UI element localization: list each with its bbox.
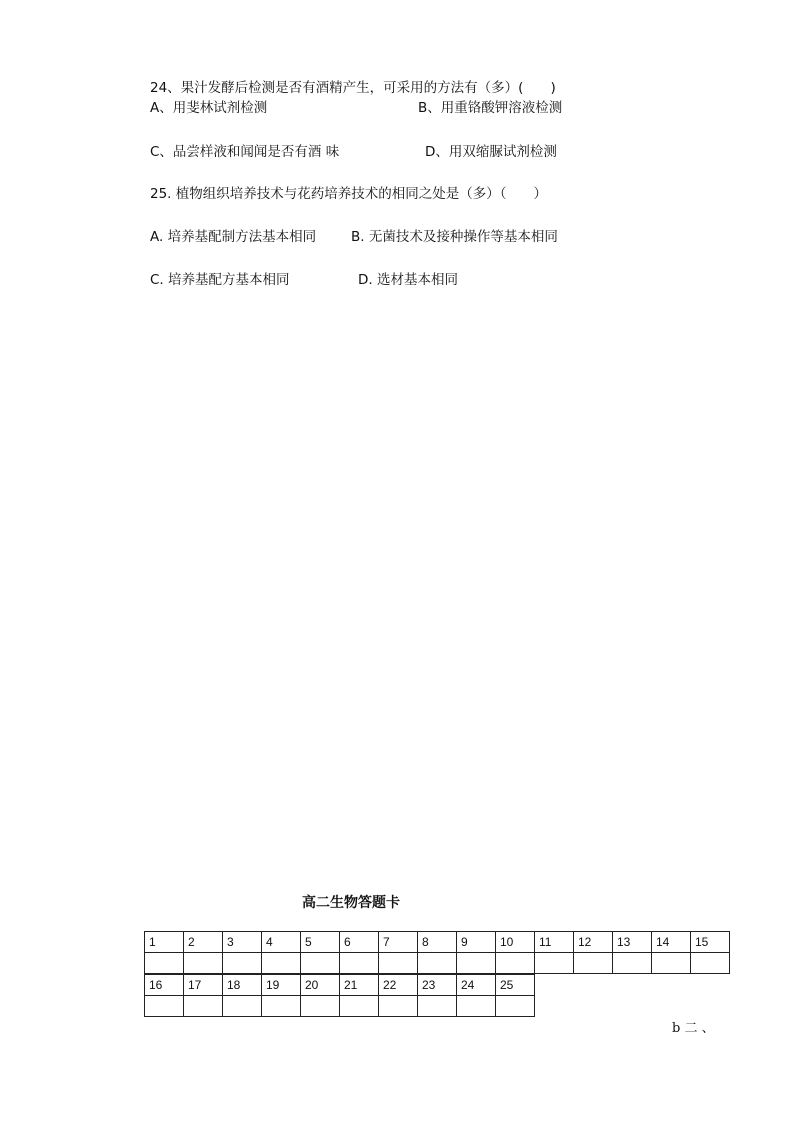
answer-cell[interactable] <box>262 996 301 1017</box>
footer-text: b 二 、 <box>672 1021 715 1036</box>
number-cell: 25 <box>496 975 535 996</box>
number-cell: 24 <box>457 975 496 996</box>
number-cell: 9 <box>457 932 496 953</box>
answer-cell[interactable] <box>496 996 535 1017</box>
number-cell: 20 <box>301 975 340 996</box>
number-cell: 5 <box>301 932 340 953</box>
number-cell: 14 <box>652 932 691 953</box>
number-cell: 3 <box>223 932 262 953</box>
answer-cell[interactable] <box>418 996 457 1017</box>
answer-cell[interactable] <box>145 953 184 974</box>
answer-cell[interactable] <box>301 996 340 1017</box>
answer-cell[interactable] <box>223 953 262 974</box>
answer-cell[interactable] <box>457 953 496 974</box>
answer-card-row1 <box>144 931 730 974</box>
answer-cell[interactable] <box>379 996 418 1017</box>
answer-cell[interactable] <box>652 953 691 974</box>
q25-option-d: D. 选材基本相同 <box>358 272 458 288</box>
q24-option-a: A、用斐林试剂检测 <box>150 100 268 116</box>
answer-cell[interactable] <box>262 953 301 974</box>
number-cell: 1 <box>145 932 184 953</box>
number-cell: 7 <box>379 932 418 953</box>
number-cell: 4 <box>262 932 301 953</box>
q25-option-c: C. 培养基配方基本相同 <box>150 272 290 288</box>
number-cell: 16 <box>145 975 184 996</box>
answer-cell[interactable] <box>613 953 652 974</box>
number-cell: 12 <box>574 932 613 953</box>
answer-cell[interactable] <box>223 996 262 1017</box>
answer-cell[interactable] <box>535 953 574 974</box>
q25-option-b: B. 无菌技术及接种操作等基本相同 <box>351 229 558 245</box>
number-cell: 2 <box>184 932 223 953</box>
q25-option-a: A. 培养基配制方法基本相同 <box>150 229 317 245</box>
number-cell: 8 <box>418 932 457 953</box>
q25-stem: 25. 植物组织培养技术与花药培养技术的相同之处是（多）（ ） <box>150 186 548 202</box>
q24-option-b: B、用重铬酸钾溶液检测 <box>418 100 563 116</box>
q24-option-c: C、品尝样液和闻闻是否有酒 味 <box>150 144 340 160</box>
answer-cell[interactable] <box>145 996 184 1017</box>
number-cell: 23 <box>418 975 457 996</box>
number-cell: 13 <box>613 932 652 953</box>
answer-cell[interactable] <box>340 996 379 1017</box>
number-cell: 22 <box>379 975 418 996</box>
answer-card-row2 <box>144 974 535 1017</box>
number-cell: 21 <box>340 975 379 996</box>
answer-card-title: 高二生物答题卡 <box>302 895 400 911</box>
q24-stem: 24、果汁发酵后检测是否有酒精产生，可采用的方法有（多）( ) <box>150 80 556 96</box>
q24-option-d: D、用双缩脲试剂检测 <box>425 144 557 160</box>
number-cell: 6 <box>340 932 379 953</box>
number-cell: 18 <box>223 975 262 996</box>
answer-cell[interactable] <box>184 996 223 1017</box>
answer-cell[interactable] <box>496 953 535 974</box>
answer-cell[interactable] <box>574 953 613 974</box>
number-cell: 11 <box>535 932 574 953</box>
number-cell: 10 <box>496 932 535 953</box>
answer-cell[interactable] <box>691 953 730 974</box>
answer-cell[interactable] <box>379 953 418 974</box>
number-cell: 15 <box>691 932 730 953</box>
answer-cell[interactable] <box>184 953 223 974</box>
number-cell: 17 <box>184 975 223 996</box>
answer-cell[interactable] <box>301 953 340 974</box>
answer-cell[interactable] <box>457 996 496 1017</box>
answer-cell[interactable] <box>340 953 379 974</box>
number-cell: 19 <box>262 975 301 996</box>
answer-cell[interactable] <box>418 953 457 974</box>
